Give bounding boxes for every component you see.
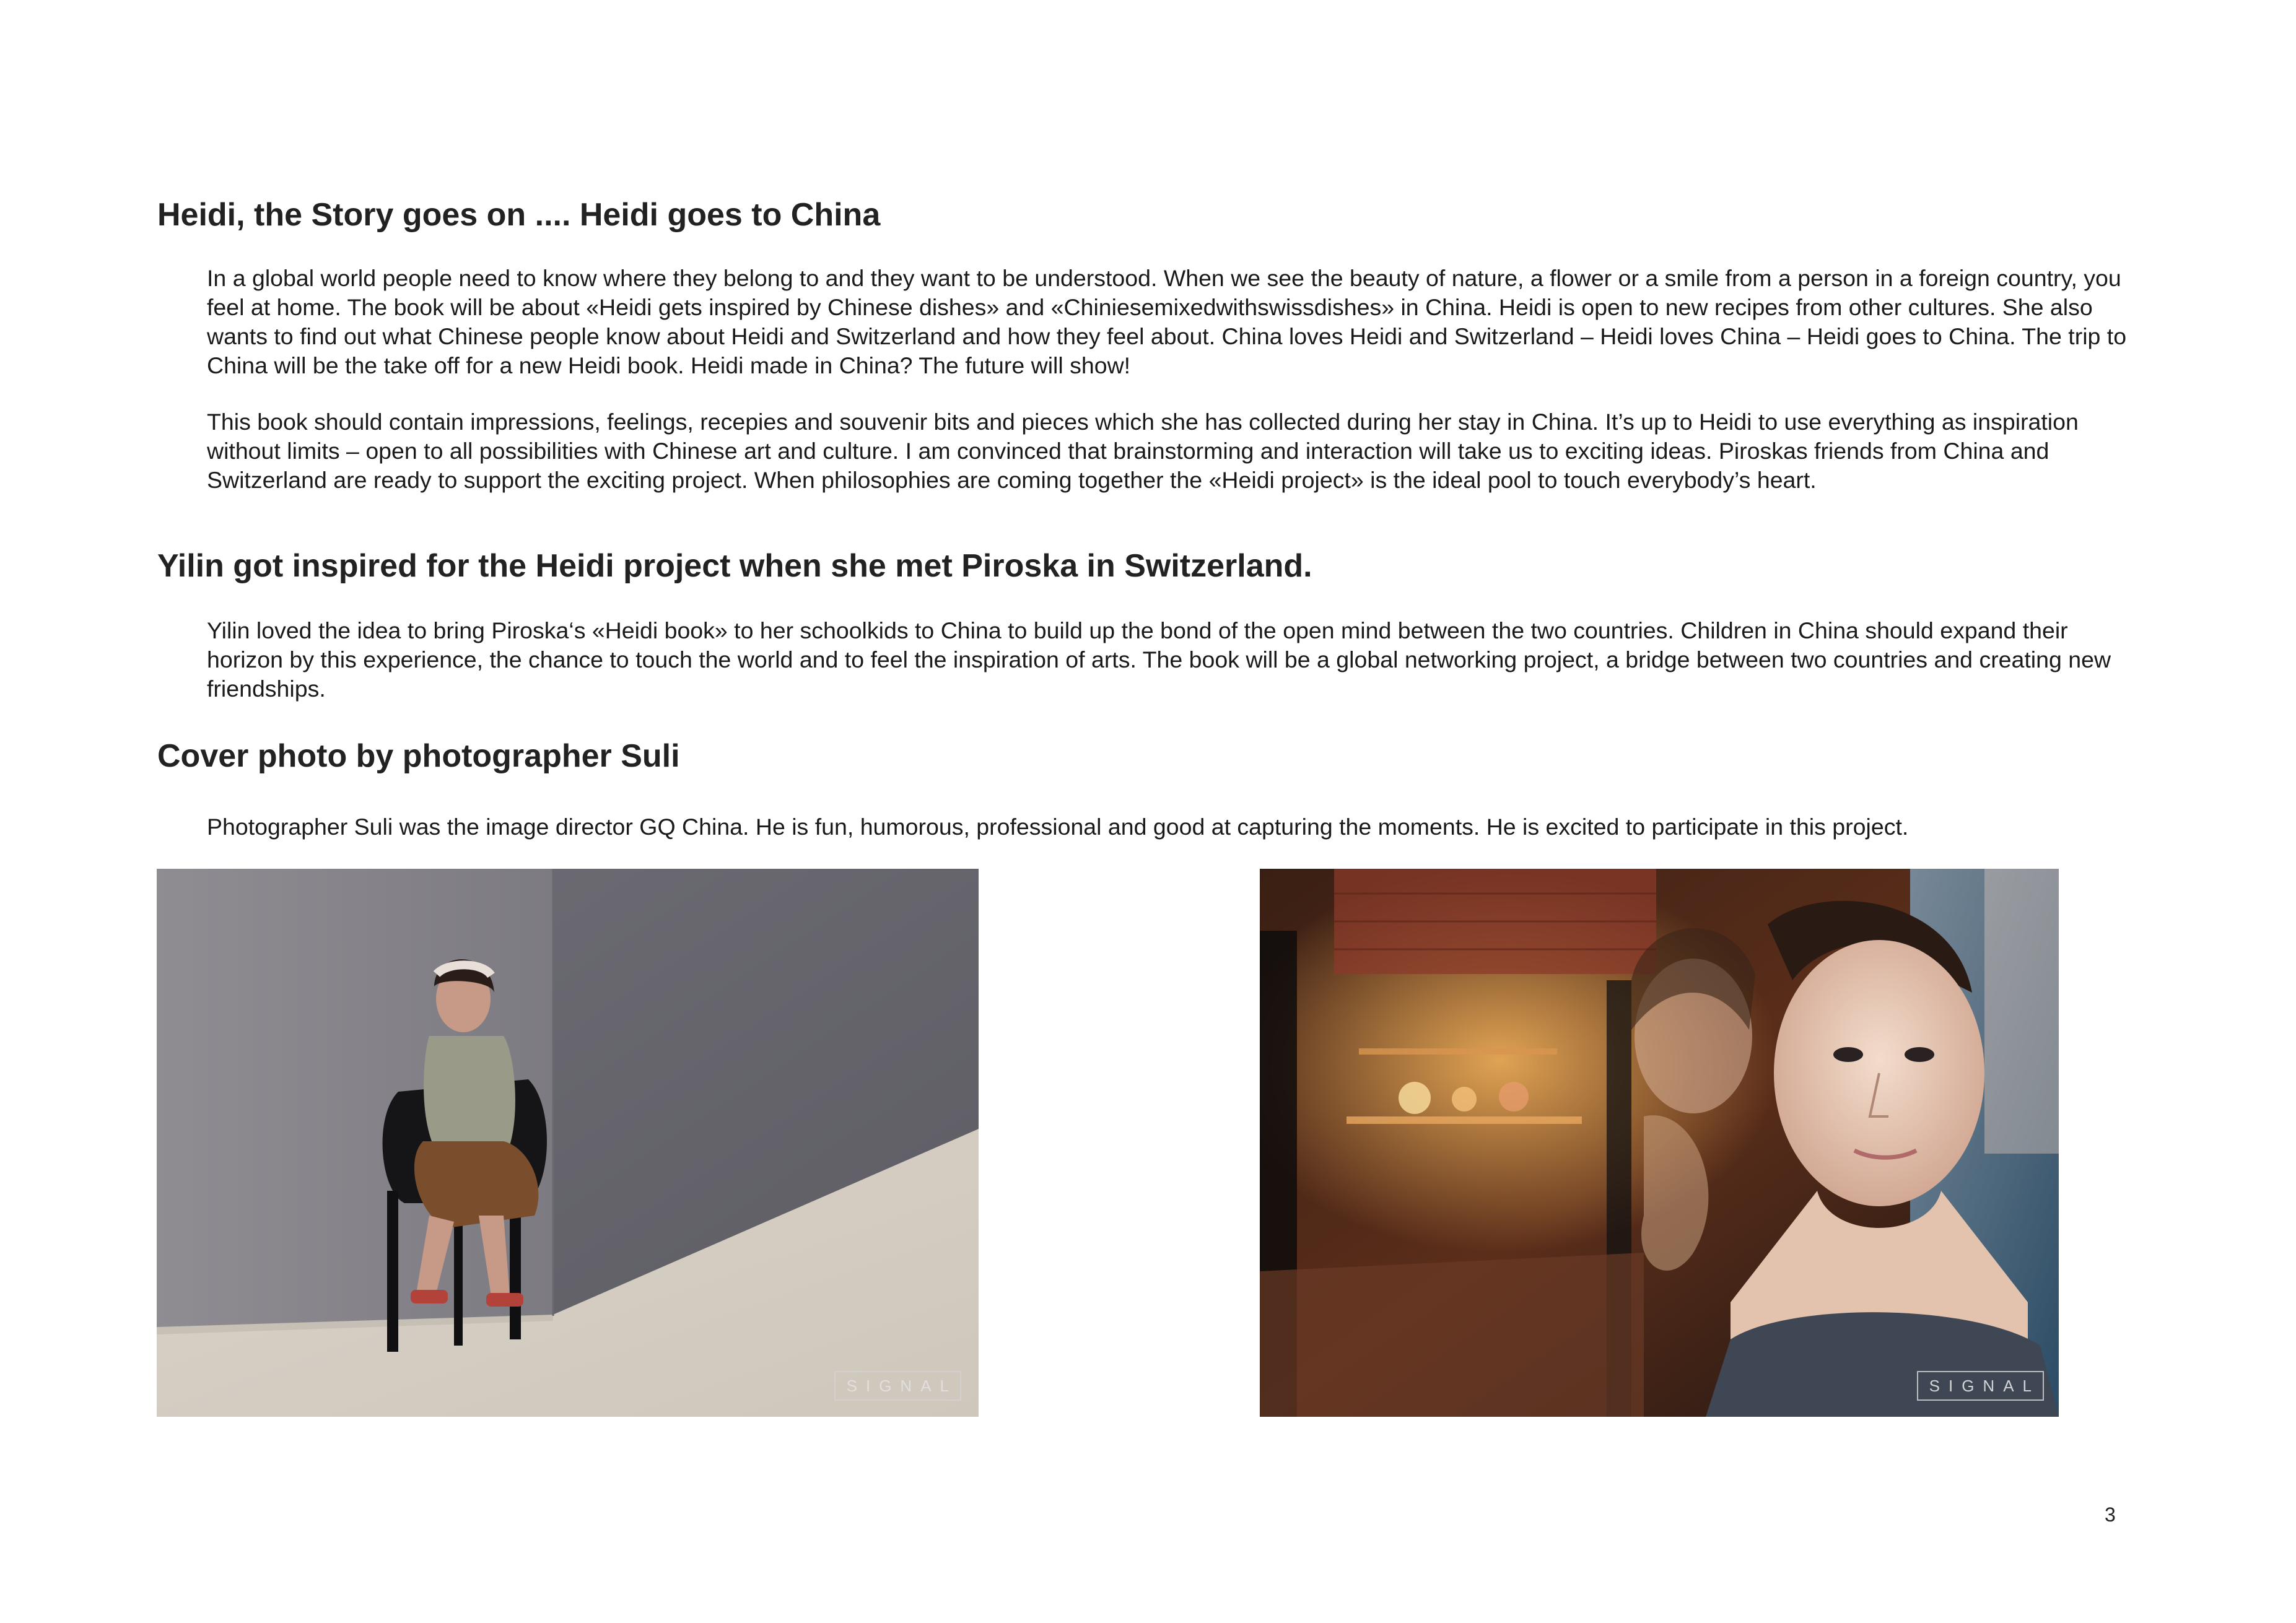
paragraph-yilin: Yilin loved the idea to bring Piroska‘s «Heidi book» to her schoolkids to China to build up the bond of the open mind between the two countries. Children in China should expand their horizon by this experience, the chance to touch the world and to feel the inspiration of arts. The book will be a global networking project, a bridge between two countries and creating new friendships. [207,617,2111,702]
photo-woman-cafe-double-exposure [1260,869,2059,1417]
section-heading-yilin: Yilin got inspired for the Heidi project when she met Piroska in Switzerland. [157,548,1312,584]
photo-woman-seated-graphic [157,869,979,1417]
section-heading-heidi-china: Heidi, the Story goes on .... Heidi goes to China [157,197,881,233]
photo-woman-cafe-graphic [1260,869,2059,1417]
photo-watermark: SIGNAL [1917,1371,2044,1401]
page-number: 3 [2105,1503,2116,1526]
paragraph-photographer-suli: Photographer Suli was the image director GQ China. He is fun, humorous, professional and good at capturing the moments. He is excited to participate in this project. [207,814,1909,840]
paragraph-heidi-intro: In a global world people need to know where they belong to and they want to be understood. When we see the beauty of nature, a flower or a smile from a person in a foreign country, you feel at home. The book will be about «Heidi gets inspired by Chinese dishes» and «Chiniesemixedwithswissdishes» in China. Heidi is open to new recipes from other cultures. She also wants to find out what Chinese people know about Heidi and Switzerland and how they feel about. China loves Heidi and Switzerland – Heidi loves China – Heidi goes to China. The trip to China will be the take off for a new Heidi book. Heidi made in China? The future will show! [207,265,2127,378]
photo-watermark: SIGNAL [834,1371,961,1401]
paragraph-book-contents: This book should contain impressions, feelings, recepies and souvenir bits and pieces which she has collected during her stay in China. It’s up to Heidi to use everything as inspiration without limits – open to all possibilities with Chinese art and culture. I am convinced that brainstorming and interaction will take us to exciting ideas. Piroskas friends from China and Switzerland are ready to support the exciting project. When philosophies are coming together the «Heidi project» is the ideal pool to touch everybody’s heart. [207,409,2079,493]
photo-woman-seated-in-corner [157,869,979,1417]
section-heading-cover-photo: Cover photo by photographer Suli [157,738,680,774]
